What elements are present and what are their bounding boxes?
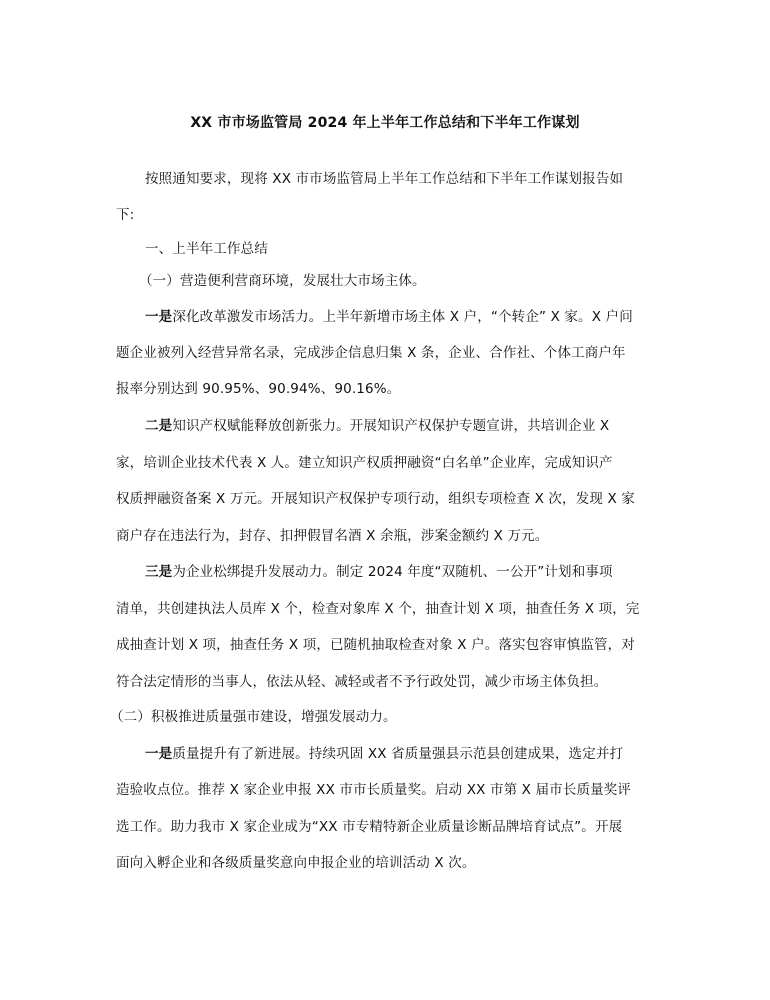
paragraph-line <box>116 817 622 837</box>
line-text: 商户存在违法行为，封存、扣押假冒名酒 X 余瓶，涉案金额约 X 万元。 <box>116 528 549 544</box>
line-lead: 一是 <box>145 309 173 325</box>
paragraph-line <box>116 489 635 509</box>
subsection-heading <box>139 271 426 291</box>
line-text: 选工作。助力我市 X 家企业成为“XX 市专精特新企业质量诊断品牌培育试点”。开展 <box>116 819 623 835</box>
paragraph-line <box>145 744 623 764</box>
paragraph-line <box>116 599 640 619</box>
subsection-heading <box>110 707 397 727</box>
paragraph-line <box>116 672 607 692</box>
line-text: 质量提升有了新进展。持续巩固 XX 省质量强县示范县创建成果，选定并打 <box>172 746 624 762</box>
line-text: 面向入孵企业和各级质量奖意向申报企业的培训活动 X 次。 <box>116 855 476 871</box>
paragraph-line <box>116 343 626 363</box>
paragraph-line <box>116 635 635 655</box>
paragraph-line <box>116 526 548 546</box>
paragraph-line <box>116 205 134 225</box>
line-text: 下: <box>116 207 135 223</box>
line-text: 权质押融资备案 X 万元。开展知识产权保护专项行动，组织专项检查 X 次，发现 X 家 <box>116 491 635 507</box>
paragraph-line <box>116 453 613 473</box>
paragraph-line <box>116 379 400 399</box>
section-heading <box>145 239 268 259</box>
line-text: （一）营造便利营商环境，发展壮大市场主体。 <box>139 273 426 289</box>
line-lead: 三是 <box>145 564 173 580</box>
paragraph-line <box>116 780 631 800</box>
document-title: XX 市市场监管局 2024 年上半年工作总结和下半年工作谋划 <box>190 115 580 131</box>
line-text: 清单，共创建执法人员库 X 个，检查对象库 X 个，抽查计划 X 项，抽查任务 X 项，完 <box>116 601 640 617</box>
paragraph-line <box>145 416 609 436</box>
line-lead: 二是 <box>145 418 173 434</box>
line-text: 知识产权赋能释放创新张力。开展知识产权保护专题宣讲，共培训企业 X <box>172 418 610 434</box>
line-text: 为企业松绑提升发展动力。制定 2024 年度“双随机、一公开”计划和事项 <box>172 564 613 580</box>
line-text: 按照通知要求，现将 XX 市市场监管局上半年工作总结和下半年工作谋划报告如 <box>145 171 624 187</box>
line-text: 题企业被列入经营异常名录，完成涉企信息归集 X 条，企业、合作社、个体工商户年 <box>116 345 626 361</box>
line-text: （二）积极推进质量强市建设，增强发展动力。 <box>110 709 397 725</box>
line-text: 造验收点位。推荐 X 家企业申报 XX 市市长质量奖。启动 XX 市第 X 届市长质量奖评 <box>116 782 632 798</box>
line-lead: 一是 <box>145 746 173 762</box>
paragraph-line <box>145 562 613 582</box>
line-text: 符合法定情形的当事人，依法从轻、减轻或者不予行政处罚，减少市场主体负担。 <box>116 674 608 690</box>
line-text: 报率分别达到 90.95%、90.94%、90.16%。 <box>116 381 401 397</box>
paragraph-line <box>145 307 633 327</box>
line-text: 成抽查计划 X 项，抽查任务 X 项，已随机抽取检查对象 X 户。落实包容审慎监管，对 <box>116 637 635 653</box>
paragraph-line <box>116 853 476 873</box>
line-text: 一、上半年工作总结 <box>145 241 268 257</box>
paragraph-line <box>145 169 623 189</box>
line-text: 家，培训企业技术代表 X 人。建立知识产权质押融资“白名单”企业库，完成知识产 <box>116 455 613 471</box>
line-text: 深化改革激发市场活力。上半年新增市场主体 X 户，“个转企” X 家。X 户问 <box>172 309 633 325</box>
